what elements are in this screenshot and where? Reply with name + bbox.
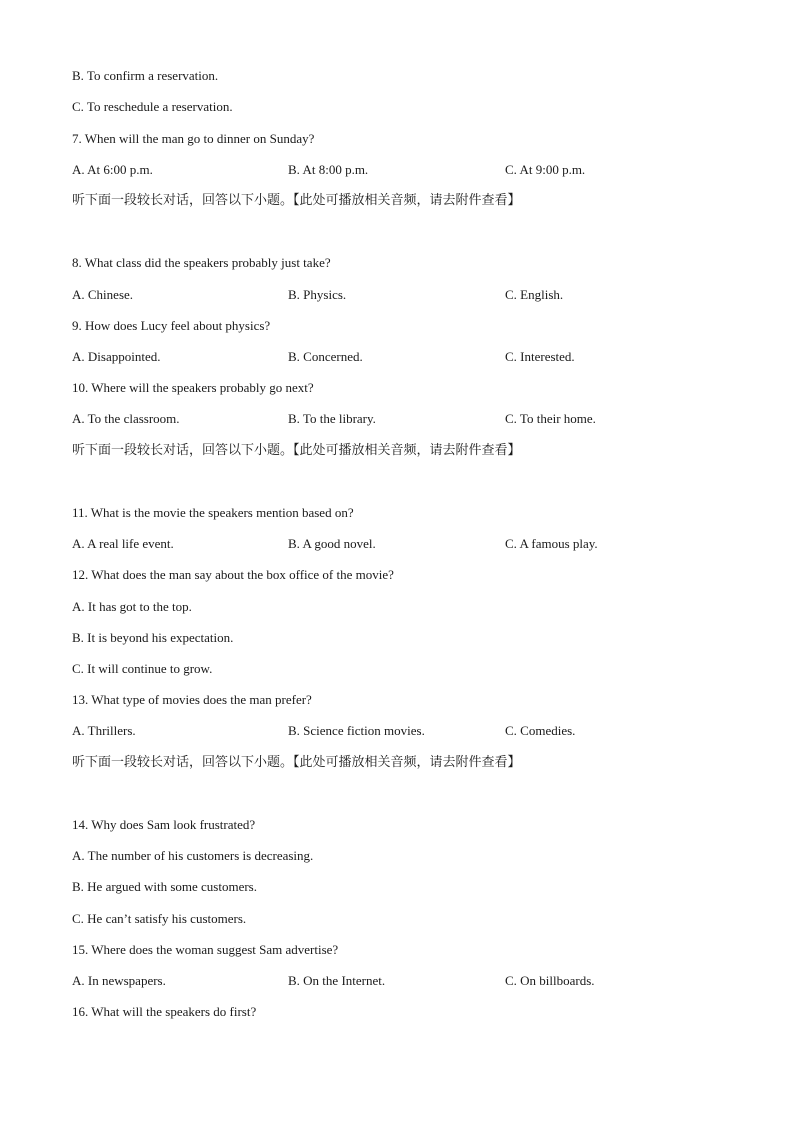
option-13b: B. Science fiction movies. [288,723,425,738]
question-9: 9. How does Lucy feel about physics? [72,318,271,333]
option-7b: B. At 8:00 p.m. [288,162,369,177]
question-11: 11. What is the movie the speakers mention based on? [72,505,354,520]
question-16: 16. What will the speakers do first? [72,1004,257,1019]
option-8b: B. Physics. [288,287,347,302]
option-12c: C. It will continue to grow. [72,661,213,676]
option-15c: C. On billboards. [505,973,595,988]
question-13: 13. What type of movies does the man prefer? [72,692,312,707]
option-9c: C. Interested. [505,349,575,364]
option-7a: A. At 6:00 p.m. [72,162,153,177]
option-12b: B. It is beyond his expectation. [72,630,234,645]
listening-instruction-1: 听下面一段较长对话，回答以下小题。【此处可播放相关音频，请去附件查看】 [72,193,521,208]
option-8c: C. English. [505,287,564,302]
option-11c: C. A famous play. [505,536,598,551]
option-10b: B. To the library. [288,411,376,426]
question-15: 15. Where does the woman suggest Sam advertise? [72,942,339,957]
question-12: 12. What does the man say about the box office of the movie? [72,567,394,582]
option-11a: A. A real life event. [72,536,174,551]
option-8a: A. Chinese. [72,287,134,302]
listening-instruction-2: 听下面一段较长对话，回答以下小题。【此处可播放相关音频，请去附件查看】 [72,443,521,458]
question-10: 10. Where will the speakers probably go next? [72,380,314,395]
option-10c: C. To their home. [505,411,596,426]
option-12a: A. It has got to the top. [72,599,192,614]
option-14c: C. He can’t satisfy his customers. [72,911,247,926]
option-14b: B. He argued with some customers. [72,879,257,894]
option-14a: A. The number of his customers is decreasing. [72,848,314,863]
question-7: 7. When will the man go to dinner on Sunday? [72,131,315,146]
question-14: 14. Why does Sam look frustrated? [72,817,256,832]
option-11b: B. A good novel. [288,536,376,551]
option-6b: B. To confirm a reservation. [72,68,219,83]
question-8: 8. What class did the speakers probably just take? [72,255,331,270]
option-13a: A. Thrillers. [72,723,136,738]
option-13c: C. Comedies. [505,723,576,738]
option-7c: C. At 9:00 p.m. [505,162,586,177]
listening-instruction-3: 听下面一段较长对话，回答以下小题。【此处可播放相关音频，请去附件查看】 [72,755,521,770]
option-9a: A. Disappointed. [72,349,161,364]
option-15a: A. In newspapers. [72,973,166,988]
option-15b: B. On the Internet. [288,973,386,988]
option-9b: B. Concerned. [288,349,363,364]
option-6c: C. To reschedule a reservation. [72,99,233,114]
option-10a: A. To the classroom. [72,411,180,426]
